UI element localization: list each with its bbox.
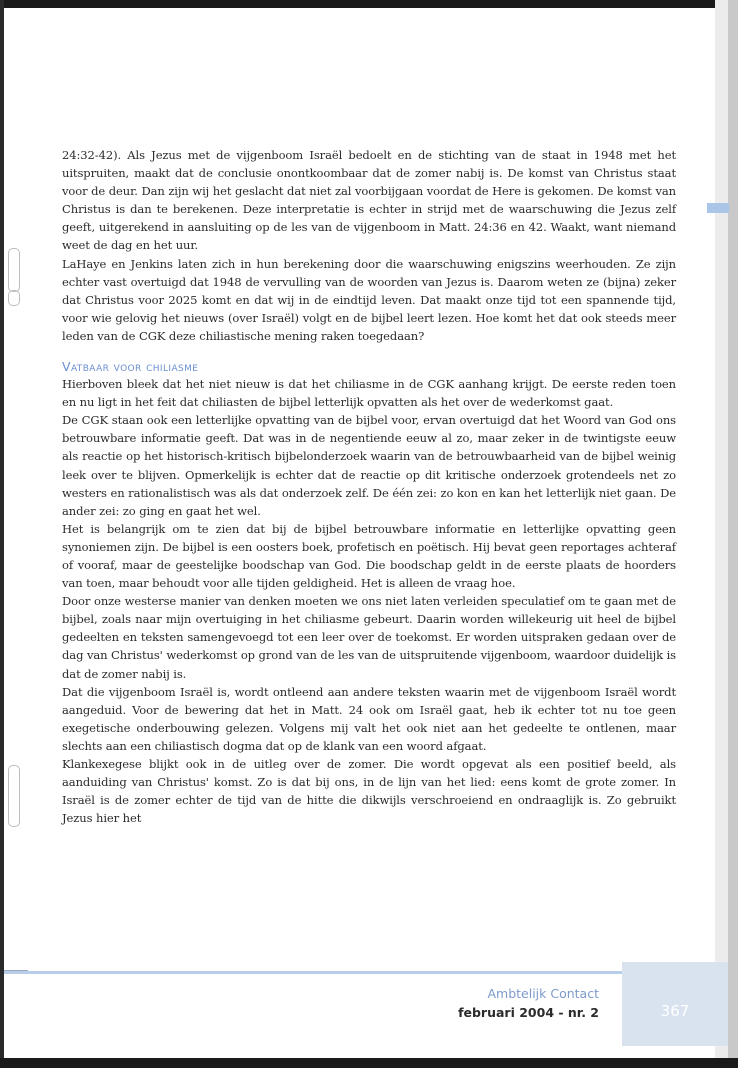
margin-tab-marker [707,203,729,213]
article-body [62,146,676,827]
binder-hole [8,290,20,306]
binder-hole [8,248,20,292]
paragraph: Hierboven bleek dat het niet nieuw is dat het chiliasme in de CGK aanhang krijgt. De eerste reden toen en nu ligt in het feit dat chiliasten de bijbel letterlijk opvatten als het over de wederkomst gaat. [62,377,676,410]
scan-border-bottom [0,1058,738,1068]
paragraph: Klankexegese blijkt ook in de uitleg over de zomer. Die wordt opgevat als een positief beeld, als aanduiding van Christus' komst. Zo is dat bij ons, in de lijn van het lied: eens komt de grote zomer. In Israël is de zomer echter de tijd van de hitte die dikwijls verschroeiend en ondraaglijk is. Zo gebruikt Jezus hier het [62,757,676,826]
paragraph: De CGK staan ook een letterlijke opvatting van de bijbel voor, ervan overtuigd dat het Woord van God ons betrouwbare informatie geeft. Dat was in de negentiende eeuw al zo, maar zeker in de twintigste eeuw als reactie op het historisch-kritisch bijbelonderzoek waarin van de betrouwbaarheid van de bijbel weinig leek over te blijven. Opmerkelijk is echter dat de reactie op dit kritische onderzoek grotendeels net zo westers en rationalistisch was als dat onderzoek zelf. De één zei: zo kon en kan het letterlijk niet gaan. De ander zei: zo ging en gaat het wel. [62,413,676,518]
publication-name: Ambtelijk Contact [487,986,599,1001]
page-edge-shadow [715,0,728,1068]
paragraph: Het is belangrijk om te zien dat bij de bijbel betrouwbare informatie en letterlijke opvatting geen synoniemen zijn. De bijbel is een oosters boek, profetisch en poëtisch. Hij bevat geen reportages achteraf of vooraf, maar de geestelijke boodschap van God. Die boodschap geldt in de eerste plaats de hoorders van toen, maar behoudt voor alle tijden geldigheid. Het is alleen de vraag hoe. [62,521,676,591]
section-heading: Vatbaar voor chiliasme [62,359,199,375]
footer-rule [4,971,624,974]
scan-border-left [0,0,4,1068]
paragraph: Dat die vijgenboom Israël is, wordt ontleend aan andere teksten waarin met de vijgenboom Israël wordt aangeduid. Voor de bewering dat het in Matt. 24 ook om Israël gaat, heb ik echter tot nu toe geen exegetische onderbouwing gelezen. Volgens mij valt het ook niet aan het gedeelte te ontlenen, maar slechts aan een chiliastisch dogma dat op de klank van een woord afgaat. [62,684,676,753]
paragraph: 24:32-42). Als Jezus met de vijgenboom Israël bedoelt en de stichting van de staat in 1948 met het uitspruiten, maakt dat de conclusie onontkoombaar dat de zomer nabij is. De komst van Christus staat voor de deur. Dan zijn wij het geslacht dat niet zal voorbijgaan voordat de Here is gekomen. De komst van Christus is dan te berekenen. Deze interpretatie is echter in strijd met de waarschuwing die Jezus zelf geeft, uitgerekend in aansluiting op de les van de vijgenboom in Matt. 24:36 en 42. Waakt, want niemand weet de dag en het uur. [62,148,676,253]
publication-issue: februari 2004 - nr. 2 [458,1005,599,1020]
scan-border-top [0,0,738,8]
page-number: 367 [660,1002,690,1020]
binder-hole [8,765,20,827]
paragraph: LaHaye en Jenkins laten zich in hun berekening door die waarschuwing enigszins weerhouden. Ze zijn echter vast overtuigd dat 1948 de vervulling van de woorden van Jezus is. Daarom weten ze (bijna) zeker dat Christus voor 2025 komt en dat wij in de eindtijd leven. Dat maakt onze tijd tot een spannende tijd, voor wie gelovig het nieuws (over Israël) volgt en de bijbel leert lezen. Hoe komt het dat ook steeds meer leden van de CGK deze chiliastische mening raken toegedaan? [62,256,676,343]
paragraph: Door onze westerse manier van denken moeten we ons niet laten verleiden speculatief om te gaan met de bijbel, zoals naar mijn overtuiging in het chiliasme gebeurt. Daarin worden willekeurig uit heel de bijbel gedeelten en teksten samengevoegd tot een leer over de toekomst. Er worden uitspraken gedaan over de dag van Christus' wederkomst op grond van de les van de uitspruitende vijgenboom, waardoor duidelijk is dat de zomer nabij is. [62,594,676,681]
scan-border-right [728,0,738,1068]
